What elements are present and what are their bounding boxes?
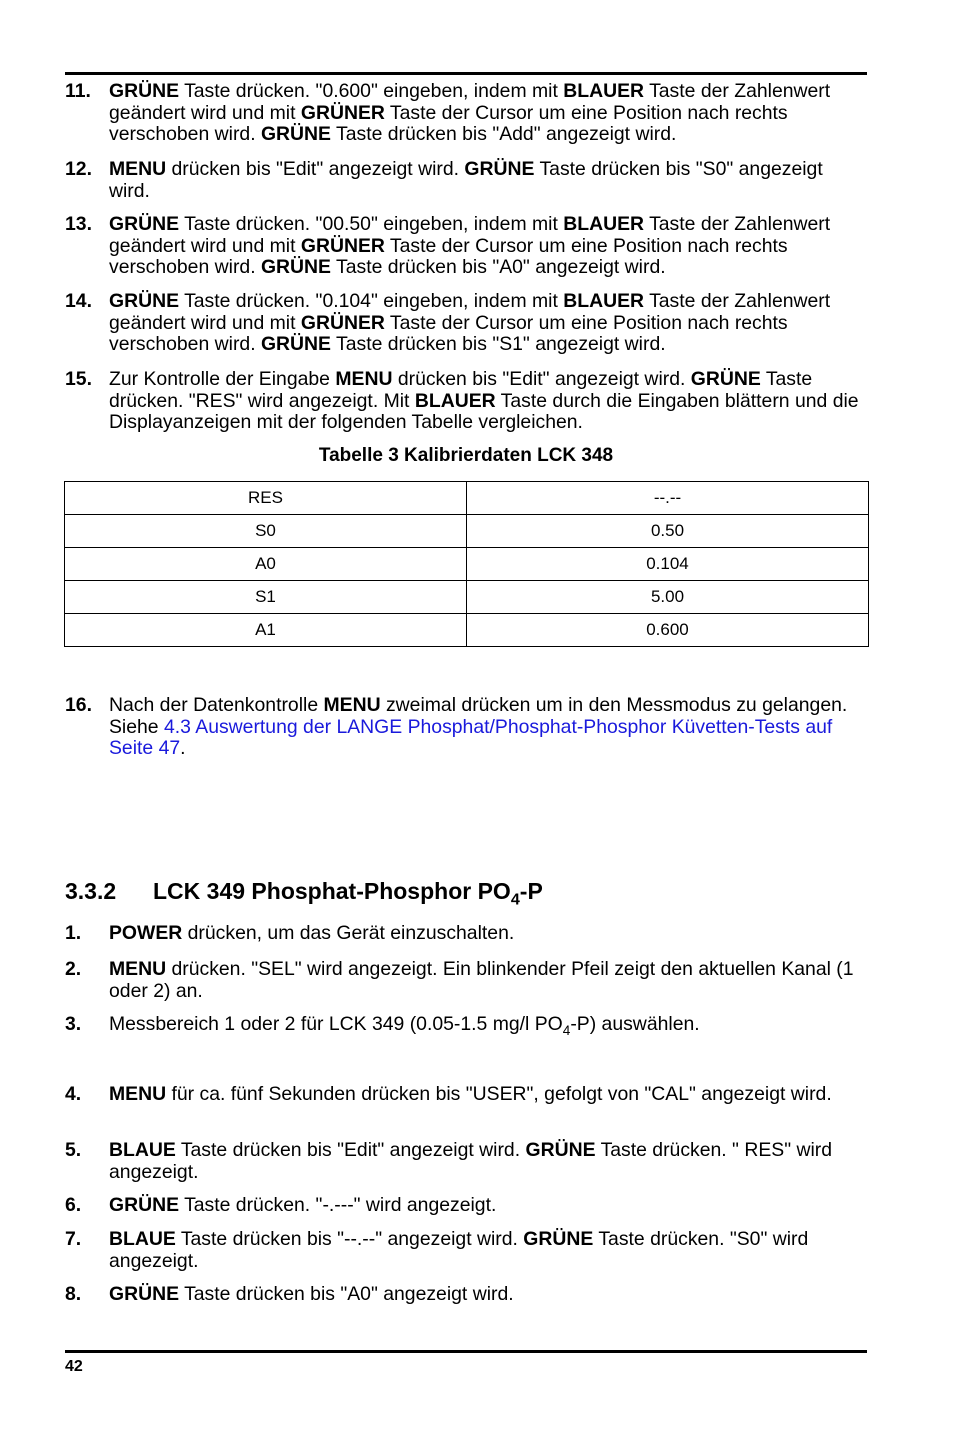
step-14: [65, 291, 867, 356]
bold-term: GRÜNE: [109, 290, 180, 312]
text-run: Taste drücken. "00.50" eingeben, indem mit: [179, 213, 564, 235]
step-text: [109, 81, 865, 146]
text-run: für ca. fünf Sekunden drücken bis "USER", gefolgt von "CAL" angezeigt wird.: [166, 1083, 832, 1105]
step-text: [109, 369, 865, 434]
step-8: [65, 1284, 867, 1306]
bold-term: GRÜNE: [690, 368, 761, 390]
step-number: 2.: [65, 958, 82, 980]
table-cell-key: A1: [65, 614, 467, 647]
step-text: [109, 214, 865, 279]
step-7: [65, 1229, 867, 1272]
step-text: [109, 1140, 865, 1183]
text-run: Taste drücken bis "A0" angezeigt wird.: [331, 256, 666, 278]
text-run: .: [180, 737, 186, 759]
text-run: Taste drücken bis "Edit" angezeigt wird.: [175, 1139, 526, 1161]
step-11: [65, 81, 867, 146]
step-4: [65, 1084, 867, 1106]
bold-term: BLAUE: [109, 1139, 176, 1161]
subscript: 4: [562, 1022, 571, 1038]
section-title-subscript: 4: [510, 890, 520, 909]
step-text: [109, 959, 865, 1002]
bold-term: BLAUER: [414, 389, 496, 412]
bold-term: GRÜNE: [525, 1139, 596, 1161]
step-number: 13.: [65, 213, 92, 235]
step-text: [109, 159, 865, 202]
text-run: Taste drücken. "S0" wird angezeigt.: [109, 1228, 809, 1272]
section-title: [153, 878, 543, 909]
step-text: [109, 923, 865, 945]
step-12: [65, 159, 867, 202]
bold-term: GRÜNER: [300, 234, 385, 257]
step-number: 5.: [65, 1139, 82, 1161]
step-number: 8.: [65, 1283, 82, 1305]
bold-term: MENU: [323, 694, 381, 716]
table-row: [65, 515, 869, 548]
table-cell-key: S1: [65, 581, 467, 614]
text-run: Taste durch die Eingaben blättern und die Displayanzeigen mit der folgenden Tabelle vergleichen.: [109, 389, 859, 433]
text-run: Taste drücken bis "Add" angezeigt wird.: [331, 123, 677, 145]
step-1: [65, 923, 867, 945]
table-row: [65, 614, 869, 647]
text-run: drücken, um das Gerät einzuschalten.: [182, 922, 515, 944]
bold-term: GRÜNE: [260, 256, 331, 278]
table-row: [65, 581, 869, 614]
step-15: [65, 369, 867, 434]
text-run: Taste der Zahlenwert geändert wird und mit: [109, 213, 831, 257]
step-text: [109, 1084, 865, 1106]
bold-term: MENU: [109, 158, 167, 180]
step-number: 12.: [65, 158, 92, 180]
bold-term: BLAUER: [563, 290, 645, 312]
step-text: [109, 1229, 865, 1272]
bold-term: GRÜNER: [300, 101, 385, 124]
text-run: Taste der Zahlenwert geändert wird und mit: [109, 290, 831, 334]
text-run: Taste drücken bis "--.--" angezeigt wird.: [175, 1228, 524, 1250]
text-run: Zur Kontrolle der Eingabe: [109, 368, 336, 390]
text-run: drücken. "SEL" wird angezeigt. Ein blinkender Pfeil zeigt den aktuellen Kanal (1 oder 2) an.: [109, 958, 854, 1002]
page-number: 42: [65, 1358, 83, 1375]
text-run: Taste drücken bis "S1" angezeigt wird.: [331, 333, 666, 355]
text-run: Taste drücken. "0.600" eingeben, indem mit: [179, 80, 564, 102]
table-cell-key: S0: [65, 515, 467, 548]
table-row: [65, 482, 869, 515]
bold-term: MENU: [109, 958, 167, 980]
step-5: [65, 1140, 867, 1183]
table-cell-value: 5.00: [467, 581, 869, 614]
text-run: Taste drücken. "-.---" wird angezeigt.: [179, 1194, 497, 1216]
bold-term: GRÜNE: [464, 158, 535, 180]
step-6: [65, 1195, 867, 1217]
bottom-rule: [65, 1350, 867, 1353]
step-number: 7.: [65, 1228, 82, 1250]
step-number: 11.: [65, 80, 91, 102]
section-number: 3.3.2: [65, 878, 117, 904]
bold-term: GRÜNE: [260, 333, 331, 355]
text-run: Taste drücken. " RES" wird angezeigt.: [109, 1139, 833, 1183]
text-run: Taste drücken bis "A0" angezeigt wird.: [179, 1283, 514, 1305]
text-run: drücken bis "Edit" angezeigt wird.: [392, 368, 691, 390]
table-row: [65, 548, 869, 581]
step-number: 3.: [65, 1013, 82, 1035]
bold-term: MENU: [109, 1083, 167, 1105]
bold-term: BLAUE: [109, 1228, 176, 1250]
text-run: Messbereich 1 oder 2 für LCK 349 (0.05-1.5 mg/l PO: [109, 1013, 563, 1035]
table-caption: Tabelle 3 Kalibrierdaten LCK 348: [318, 445, 614, 466]
text-run: -P) auswählen.: [570, 1013, 700, 1035]
text-run: Nach der Datenkontrolle: [109, 694, 324, 716]
table-cell-key: RES: [65, 482, 467, 515]
step-text: [109, 695, 865, 760]
text-run: Taste drücken. "RES" wird angezeigt. Mit: [109, 368, 813, 412]
table-cell-value: 0.600: [467, 614, 869, 647]
step-number: 16.: [65, 694, 92, 716]
step-16: [65, 695, 867, 760]
table-cell-value: 0.50: [467, 515, 869, 548]
bold-term: POWER: [109, 922, 183, 944]
text-run: Taste der Zahlenwert geändert wird und mit: [109, 80, 831, 124]
text-run: Taste drücken bis "S0" angezeigt wird.: [109, 158, 823, 202]
step-3: [65, 1014, 867, 1036]
step-number: 1.: [65, 922, 82, 944]
bold-term: GRÜNE: [109, 80, 180, 102]
cross-reference-link[interactable]: 4.3 Auswertung der LANGE Phosphat/Phosphat-Phosphor Küvetten-Tests auf Seite 47: [109, 715, 833, 759]
step-text: [109, 1284, 865, 1306]
table-cell-value: --.--: [467, 482, 869, 515]
step-text: [109, 1195, 865, 1217]
bold-term: GRÜNE: [109, 213, 180, 235]
section-title-main: LCK 349 Phosphat-Phosphor PO: [153, 878, 511, 904]
text-run: Taste drücken. "0.104" eingeben, indem mit: [179, 290, 564, 312]
bold-term: GRÜNE: [260, 123, 331, 145]
bold-term: BLAUER: [563, 80, 645, 102]
calibration-table: [64, 481, 869, 647]
bold-term: GRÜNE: [109, 1283, 180, 1305]
step-number: 6.: [65, 1194, 82, 1216]
step-13: [65, 214, 867, 279]
bold-term: BLAUER: [563, 213, 645, 235]
section-heading: [65, 876, 543, 909]
step-number: 15.: [65, 368, 92, 390]
bold-term: GRÜNER: [300, 311, 385, 334]
text-run: Taste der Cursor um eine Position nach rechts verschoben wird.: [109, 311, 788, 355]
table-cell-value: 0.104: [467, 548, 869, 581]
step-text: [109, 1014, 865, 1036]
text-run: Taste der Cursor um eine Position nach rechts verschoben wird.: [109, 234, 788, 278]
step-text: [109, 291, 865, 356]
step-number: 4.: [65, 1083, 82, 1105]
text-run: zweimal drücken um in den Messmodus zu gelangen. Siehe: [109, 694, 848, 738]
text-run: drücken bis "Edit" angezeigt wird.: [166, 158, 465, 180]
step-2: [65, 959, 867, 1002]
section-title-suffix: -P: [519, 878, 543, 904]
step-number: 14.: [65, 290, 92, 312]
top-rule: [65, 72, 867, 75]
text-run: Taste der Cursor um eine Position nach rechts verschoben wird.: [109, 101, 788, 145]
bold-term: GRÜNE: [523, 1228, 594, 1250]
bold-term: GRÜNE: [109, 1194, 180, 1216]
table-cell-key: A0: [65, 548, 467, 581]
bold-term: MENU: [335, 368, 393, 390]
